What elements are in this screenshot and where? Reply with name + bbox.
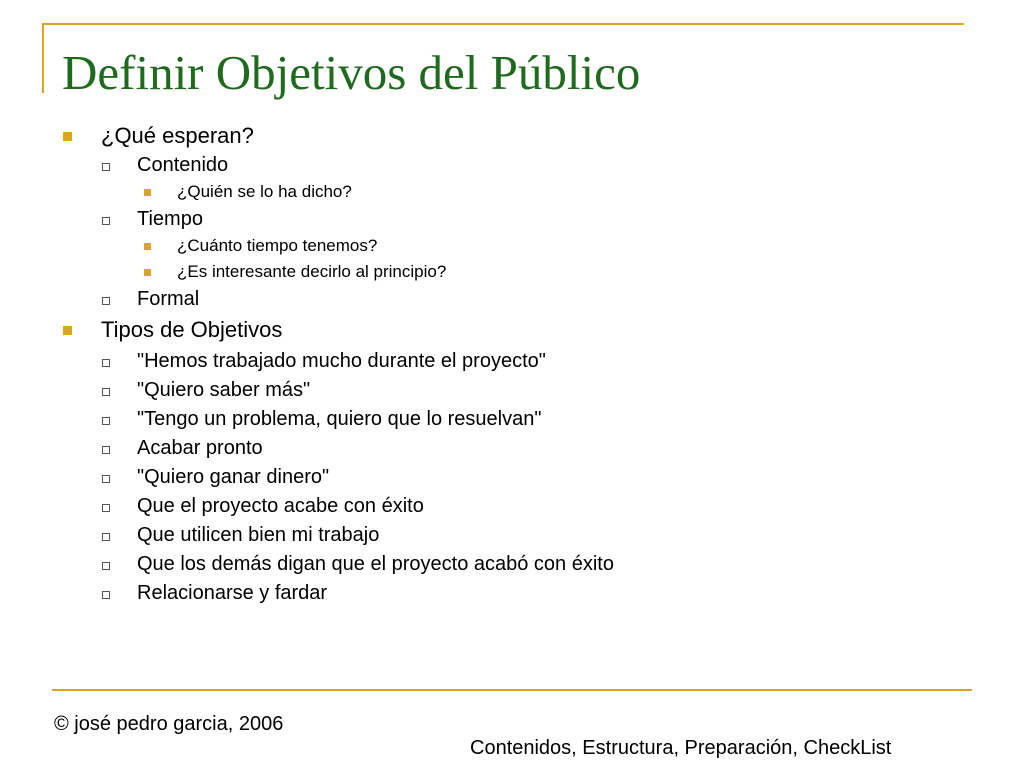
outline-item	[137, 436, 263, 460]
outline-item-text: "Tengo un problema, quiero que lo resuelvan"	[137, 408, 542, 430]
hollow-square-bullet-icon	[102, 446, 110, 454]
outline-item-text: Relacionarse y fardar	[137, 582, 328, 604]
outline-item-text: Que utilicen bien mi trabajo	[137, 524, 380, 546]
outline-item	[137, 378, 310, 402]
outline-item	[137, 407, 541, 431]
hollow-square-bullet-icon	[102, 504, 110, 512]
outline-item-text: ¿Cuánto tiempo tenemos?	[177, 236, 378, 255]
hollow-square-bullet-icon	[102, 217, 110, 225]
hollow-square-bullet-icon	[102, 533, 110, 541]
footer-copyright: © josé pedro garcia, 2006	[54, 713, 284, 735]
outline-item	[137, 581, 327, 605]
outline-item	[137, 494, 424, 518]
outline-item-text: Que el proyecto acabe con éxito	[137, 495, 424, 517]
filled-square-bullet-icon	[63, 326, 72, 335]
hollow-square-bullet-icon	[102, 475, 110, 483]
footer-section-title: Contenidos, Estructura, Preparación, CheckList	[470, 737, 892, 759]
hollow-square-bullet-icon	[102, 417, 110, 425]
hollow-square-bullet-icon	[102, 359, 110, 367]
outline-item-text: ¿Quién se lo ha dicho?	[177, 182, 352, 201]
outline-item	[177, 236, 377, 256]
outline-item-text: ¿Es interesante decirlo al principio?	[177, 262, 447, 281]
outline-item-text: "Hemos trabajado mucho durante el proyecto"	[137, 350, 546, 372]
outline-item	[101, 123, 254, 149]
outline-item	[137, 349, 546, 373]
outline-item	[137, 153, 228, 177]
outline-item	[177, 182, 352, 202]
hollow-square-bullet-icon	[102, 297, 110, 305]
slide-title: Definir Objetivos del Público	[62, 45, 641, 100]
outline-item-text: Que los demás digan que el proyecto acabó con éxito	[137, 553, 614, 575]
outline-item	[137, 465, 329, 489]
filled-square-bullet-icon	[144, 243, 151, 250]
outline-item-text: "Quiero saber más"	[137, 379, 311, 401]
hollow-square-bullet-icon	[102, 562, 110, 570]
outline-item-text: "Quiero ganar dinero"	[137, 466, 330, 488]
hollow-square-bullet-icon	[102, 388, 110, 396]
footer-rule	[52, 689, 972, 691]
filled-square-bullet-icon	[144, 189, 151, 196]
outline-item	[137, 207, 203, 231]
hollow-square-bullet-icon	[102, 591, 110, 599]
outline-item-text: Contenido	[137, 154, 229, 176]
outline-item-text: Formal	[137, 288, 200, 310]
outline-item-text: Tiempo	[137, 208, 203, 230]
outline-item-text: ¿Qué esperan?	[101, 123, 254, 148]
outline-item	[101, 317, 282, 343]
outline-item-text: Acabar pronto	[137, 437, 263, 459]
filled-square-bullet-icon	[144, 269, 151, 276]
filled-square-bullet-icon	[63, 132, 72, 141]
outline-item	[137, 552, 614, 576]
hollow-square-bullet-icon	[102, 163, 110, 171]
outline-item	[137, 523, 379, 547]
outline-item-text: Tipos de Objetivos	[101, 317, 283, 342]
outline-item	[137, 287, 199, 311]
outline-item	[177, 262, 446, 282]
